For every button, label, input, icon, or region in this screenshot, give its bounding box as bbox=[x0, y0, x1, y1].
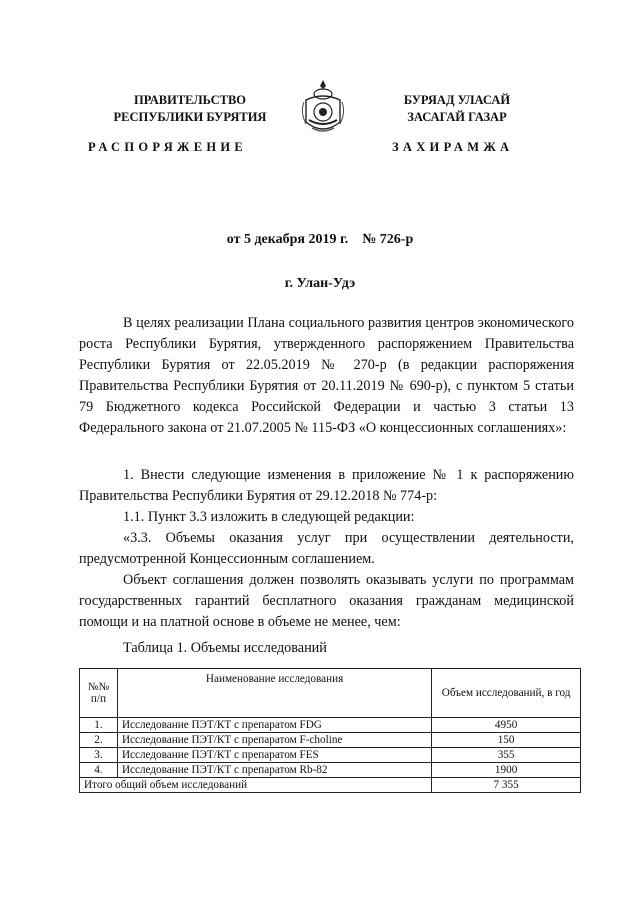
document-type-ru: РАСПОРЯЖЕНИЕ bbox=[88, 140, 248, 154]
paragraph-item-1: 1. Внести следующие изменения в приложение № 1 к распоряжению Правительства Республики Бурятия от 29.12.2018 № 774-р: bbox=[79, 467, 574, 504]
row-volume: 150 bbox=[432, 733, 581, 748]
row-num: 2. bbox=[80, 733, 118, 748]
right-header-line2: ЗАСАГАЙ ГАЗАР bbox=[407, 110, 507, 124]
table-row bbox=[80, 763, 581, 778]
left-header bbox=[95, 92, 285, 126]
row-volume: 355 bbox=[432, 748, 581, 763]
volumes-table bbox=[79, 668, 581, 793]
row-num: 4. bbox=[80, 763, 118, 778]
table-total-row bbox=[80, 778, 581, 793]
paragraph-object: Объект соглашения должен позволять оказывать услуги по программам государственных гарантий бесплатного оказания гражданам медицинской помощи и на платной основе в объеме не менее, чем: bbox=[79, 572, 574, 630]
left-header-line1: ПРАВИТЕЛЬСТВО bbox=[133, 93, 247, 107]
header-name: Наименование исследования bbox=[117, 669, 431, 718]
table-row bbox=[80, 718, 581, 733]
table-row bbox=[80, 748, 581, 763]
row-name: Исследование ПЭТ/КТ с препаратом F-choline bbox=[117, 733, 431, 748]
paragraph-item-1-1: 1.1. Пункт 3.3 изложить в следующей редакции: bbox=[123, 509, 415, 525]
table-header-row bbox=[80, 669, 581, 718]
order-date-number: от 5 декабря 2019 г. № 726-р bbox=[226, 232, 414, 247]
table-caption: Таблица 1. Объемы исследований bbox=[123, 640, 327, 656]
total-label: Итого общий объем исследований bbox=[80, 778, 432, 793]
row-num: 3. bbox=[80, 748, 118, 763]
document-type-bur: ЗАХИРАМЖА bbox=[392, 140, 514, 154]
right-header bbox=[372, 92, 542, 126]
row-name: Исследование ПЭТ/КТ с препаратом FES bbox=[117, 748, 431, 763]
table-row bbox=[80, 733, 581, 748]
paragraph-item-3-3: «3.3. Объемы оказания услуг при осуществлении деятельности, предусмотренной Концессионным соглашением. bbox=[79, 530, 574, 567]
left-header-line2: РЕСПУБЛИКИ БУРЯТИЯ bbox=[113, 110, 267, 124]
republic-emblem-icon bbox=[300, 78, 346, 140]
total-value: 7 355 bbox=[432, 778, 581, 793]
right-header-line1: БУРЯАД УЛАСАЙ bbox=[403, 93, 511, 107]
order-city: г. Улан-Удэ bbox=[284, 276, 356, 291]
header-num: №№ п/п bbox=[80, 669, 118, 718]
row-name: Исследование ПЭТ/КТ с препаратом FDG bbox=[117, 718, 431, 733]
row-volume: 1900 bbox=[432, 763, 581, 778]
preamble-paragraph: В целях реализации Плана социального развития центров экономического роста Республики Бурятия, утвержденного распоряжением Правительства Республики Бурятия от 22.05.2019 № 270-р (в редакции распоряжения Правительства Республики Бурятия от 20.11.2019 № 690-р), с пунктом 5 статьи 79 Бюджетного кодекса Российской Федерации и частью 3 статьи 13 Федерального закона от 21.07.2005 № 115-ФЗ «О концессионных соглашениях»: bbox=[79, 315, 574, 436]
row-volume: 4950 bbox=[432, 718, 581, 733]
header-volume: Объем исследований, в год bbox=[432, 669, 581, 718]
row-name: Исследование ПЭТ/КТ с препаратом Rb-82 bbox=[117, 763, 431, 778]
row-num: 1. bbox=[80, 718, 118, 733]
